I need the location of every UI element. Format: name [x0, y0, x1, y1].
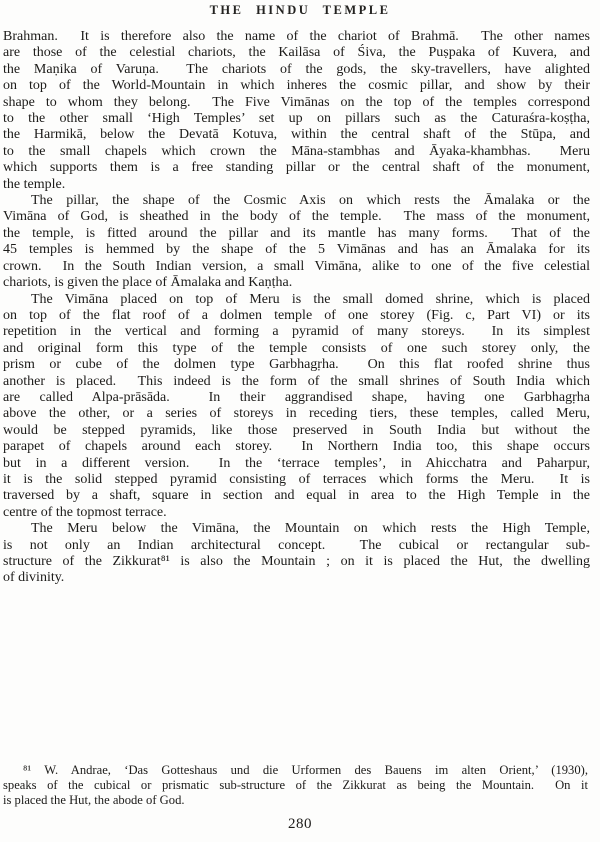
text-line: The pillar, the shape of the Cosmic Axis on which rests the Āmalaka or the	[31, 193, 590, 209]
text-line: the Harmikā, below the Devatā Kotuva, within the central shaft of the Stūpa, and	[3, 127, 590, 143]
running-header: THE HINDU TEMPLE	[209, 3, 391, 17]
text-line: are called Alpa-prāsāda. In their aggrandised shape, having one Garbhagṛha	[3, 389, 590, 405]
text-line: it is the solid stepped pyramid consisting of terraces which forms the Meru. It is	[3, 471, 590, 487]
text-line: chariots, is given the place of Āmalaka and Kaṇṭha.	[3, 275, 293, 291]
text-line: structure of the Zikkurat⁸¹ is also the Mountain ; on it is placed the Hut, the dwelling	[3, 554, 590, 569]
page-number: 280	[288, 816, 312, 832]
text-line: is not only an Indian architectural concept. The cubical or rectangular sub-	[3, 537, 590, 553]
text-line: the temple.	[3, 176, 66, 192]
text-line: The Meru below the Vimāna, the Mountain on which rests the High Temple,	[31, 521, 590, 537]
text-line: another is placed. This indeed is the form of the small shrines of South India which	[3, 373, 590, 389]
text-line: above the other, or a series of storeys in receding tiers, these temples, called Meru,	[3, 406, 590, 422]
text-line: The Vimāna placed on top of Meru is the small domed shrine, which is placed	[31, 291, 590, 307]
body-text	[3, 29, 590, 587]
text-line: on top of the World-Mountain in which inheres the cosmic pillar, and show by their	[3, 78, 590, 94]
text-line: traversed by a shaft, square in section and equal in area to the High Temple in the	[3, 488, 590, 504]
text-line: prism or cube of the dolmen type Garbhagṛha. On this flat roofed shrine thus	[3, 357, 590, 373]
footnote	[3, 763, 588, 809]
footnote-line: ⁸¹ W. Andrae, ‘Das Gotteshaus und die Urformen des Bauens im alten Orient,’ (1930),	[23, 763, 588, 777]
text-line: the temple, is fitted around the pillar and its mantle has many forms. That of the	[3, 225, 590, 241]
text-line: are those of the celestial chariots, the Kailāsa of Śiva, the Puṣpaka of Kuvera, and	[3, 45, 590, 61]
text-line: centre of the topmost terrace.	[3, 504, 167, 520]
footnote-line: is placed the Hut, the abode of God.	[3, 793, 185, 808]
text-line: which supports them is a free standing pillar or the central shaft of the monument,	[3, 160, 590, 176]
text-line: would be stepped pyramids, like those preserved in South India but without the	[3, 422, 590, 438]
text-line: on top of the flat roof of a dolmen temple of one storey (Fig. c, Part VI) or its	[3, 307, 590, 323]
text-line: 45 temples is hemmed by the shape of the 5 Vimānas and has an Āmalaka for its	[3, 242, 590, 258]
text-line: Brahman. It is therefore also the name of the chariot of Brahmā. The other names	[3, 29, 590, 44]
text-line: the Maṇika of Varuṇa. The chariots of the gods, the sky-travellers, have alighted	[3, 61, 590, 77]
text-line: Vimāna of God, is sheathed in the body of the temple. The mass of the monument,	[3, 209, 590, 225]
text-line: crown. In the South Indian version, a small Vimāna, alike to one of the five celestial	[3, 258, 590, 274]
text-line: and original form this type of the temple consists of one such storey only, the	[3, 340, 590, 356]
text-line: but in a different version. In the ‘terrace temples’, in Ahicchatra and Paharpur,	[3, 455, 590, 471]
text-line: parapet of chapels around each storey. In Northern India too, this shape occurs	[3, 439, 590, 455]
text-line: to the small chapels which crown the Māna-stambhas and Āyaka-khambhas. Meru	[3, 143, 590, 159]
text-line: to the other small ‘High Temples’ set up on pillars such as the Caturaśra-koṣṭha,	[3, 111, 590, 127]
text-line: repetition in the vertical and forming a pyramid of many storeys. In its simplest	[3, 324, 590, 340]
text-line: shape to whom they belong. The Five Vimānas on the top of the temples correspond	[3, 94, 590, 110]
footnote-line: speaks of the cubical or prismatic sub-structure of the Zikkurat as being the Mountain. On it	[3, 778, 588, 793]
text-line: of divinity.	[3, 570, 65, 586]
